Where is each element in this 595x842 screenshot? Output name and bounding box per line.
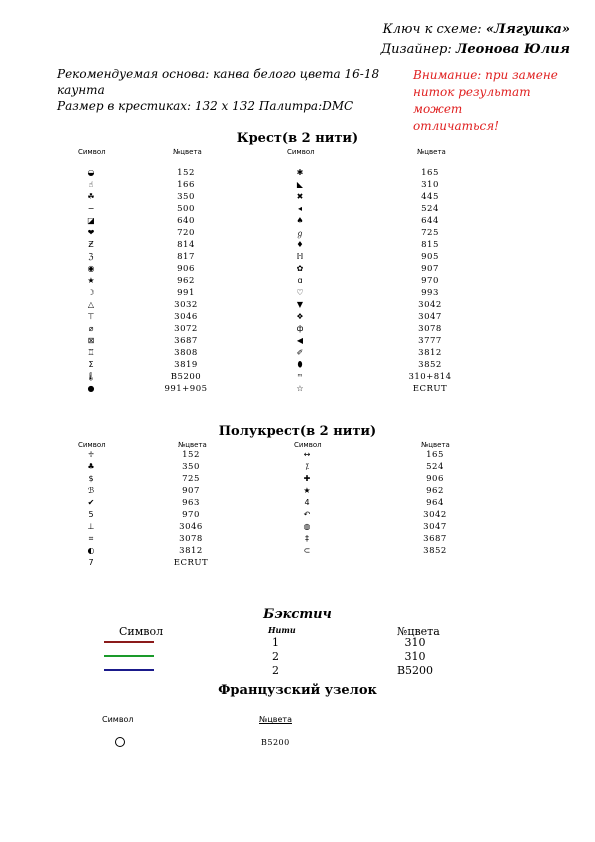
cross-symbol-left: ★ — [87, 276, 95, 285]
half-symbol-right: ⊂ — [303, 546, 311, 555]
key-label: Ключ к схеме: — [382, 22, 482, 37]
cross-color-number-left: 991 — [177, 288, 195, 298]
cross-color-number-left: 3808 — [174, 348, 198, 358]
half-color-number-left: 963 — [182, 498, 200, 508]
half-color-number-left: 3046 — [179, 522, 203, 532]
cross-symbol-right: ℍ — [296, 252, 304, 261]
cross-symbol-left: ❤ — [87, 228, 95, 237]
cross-symbol-right: ◂ — [297, 204, 302, 213]
half-color-number-right: 962 — [426, 486, 444, 496]
warning-line-3: отличаться! — [413, 119, 499, 133]
cross-symbol-left: ◒ — [87, 168, 95, 177]
cross-color-number-right: 3812 — [418, 348, 442, 358]
half-symbol-left: ⊥ — [87, 522, 95, 531]
cross-color-number-right: 905 — [421, 252, 439, 262]
canvas-info — [57, 66, 397, 114]
cross-color-number-left: 640 — [177, 216, 195, 226]
cross-symbol-right: ✖ — [296, 192, 304, 201]
cross-color-number-left: 3072 — [174, 324, 198, 334]
half-symbol-right: 4 — [304, 498, 310, 507]
cross-symbol-left: ☽ — [87, 288, 95, 297]
half-symbol-left: ✔ — [87, 498, 95, 507]
backstitch-threads: 2 — [272, 664, 279, 677]
info-line-3: Размер в крестиках: 132 х 132 Палитра:DMC — [57, 99, 354, 113]
cross-color-number-left: 962 — [177, 276, 195, 286]
backstitch-col-threads: Нити — [268, 625, 296, 635]
backstitch-table — [0, 638, 595, 683]
cross-symbol-left: ⵉ — [88, 360, 94, 369]
backstitch-title: Бэкстич — [263, 607, 332, 622]
french-knot-symbol — [115, 737, 125, 747]
cross-color-number-right: 815 — [421, 240, 439, 250]
cross-symbol-left: ◪ — [87, 216, 95, 225]
half-color-number-left: ECRUT — [173, 558, 209, 568]
cross-color-number-right: 310 — [421, 180, 439, 190]
cross-symbol-left: ☝ — [88, 180, 94, 189]
cross-symbol-left: 🌡 — [85, 372, 97, 381]
cross-symbol-left: ⌀ — [88, 324, 94, 333]
half-symbol-left: $ — [88, 474, 94, 483]
key-line — [383, 22, 570, 37]
cross-color-number-left: 3046 — [174, 312, 198, 322]
half-col-symbol-left: Символ — [78, 441, 106, 449]
cross-color-number-right: 3042 — [418, 300, 442, 310]
half-col-symbol-right: Символ — [294, 441, 322, 449]
backstitch-color-number: 310 — [404, 636, 426, 649]
cross-color-number-right: 445 — [421, 192, 439, 202]
warning-line-1: Внимание: при замене — [413, 68, 558, 82]
half-color-number-right: 524 — [426, 462, 444, 472]
cross-symbol-right: ▼ — [296, 300, 304, 309]
designer-label: Дизайнер: — [380, 42, 452, 57]
half-symbol-right: ⁒ — [305, 462, 309, 471]
half-color-number-right: 3047 — [423, 522, 447, 532]
cross-symbol-right: ♦ — [296, 240, 304, 249]
half-symbol-right: ‡ — [305, 534, 309, 543]
cross-col-symbol-right: Символ — [287, 148, 315, 156]
half-symbol-left: ◐ — [87, 546, 95, 555]
half-color-number-left: 3078 — [179, 534, 203, 544]
backstitch-threads: 2 — [272, 650, 279, 663]
cross-table — [0, 168, 595, 408]
half-color-number-left: 3812 — [179, 546, 203, 556]
french-title: Французский узелок — [218, 683, 377, 698]
cross-color-number-right: 3852 — [418, 360, 442, 370]
cross-symbol-right: ☆ — [296, 384, 304, 393]
french-col-color: №цвета — [259, 715, 292, 724]
french-col-symbol: Символ — [102, 715, 134, 724]
backstitch-col-color: №цвета — [397, 625, 440, 638]
half-symbol-left: ♱ — [87, 450, 95, 459]
cross-symbol-left: − — [87, 204, 95, 213]
warning-line-2: ниток результат может — [413, 85, 531, 116]
designer-line — [381, 42, 570, 57]
french-color-number: B5200 — [261, 738, 290, 747]
cross-color-number-left: 500 — [177, 204, 195, 214]
cross-color-number-right: 3777 — [418, 336, 442, 346]
backstitch-col-symbol: Символ — [119, 625, 164, 638]
half-color-number-right: 165 — [426, 450, 444, 460]
cross-symbol-right: ✱ — [296, 168, 304, 177]
info-line-1: Рекомендуемая основа: канва белого цвета 16-18 — [57, 67, 380, 81]
cross-col-color-right: №цвета — [417, 148, 446, 156]
warning-note — [413, 67, 583, 135]
half-symbol-left: 7 — [88, 558, 94, 567]
cross-color-number-left: 3687 — [174, 336, 198, 346]
cross-symbol-right: ◣ — [296, 180, 304, 189]
cross-color-number-left: 3032 — [174, 300, 198, 310]
cross-color-number-left: 991+905 — [164, 384, 208, 394]
backstitch-color-number: 310 — [404, 650, 426, 663]
half-color-number-left: 725 — [182, 474, 200, 484]
cross-symbol-left: ☘ — [87, 192, 95, 201]
half-symbol-right: ✚ — [303, 474, 311, 483]
cross-symbol-left: ⊠ — [87, 336, 95, 345]
cross-symbol-left: ♖ — [87, 348, 95, 357]
cross-color-number-right: 907 — [421, 264, 439, 274]
cross-color-number-right: 3078 — [418, 324, 442, 334]
half-col-color-right: №цвета — [421, 441, 450, 449]
cross-symbol-right: ✿ — [296, 264, 304, 273]
key-name: «Лягушка» — [485, 22, 570, 37]
half-title: Полукрест(в 2 нити) — [218, 424, 377, 439]
cross-color-number-left: 152 — [177, 168, 195, 178]
cross-color-number-right: 644 — [421, 216, 439, 226]
half-color-number-right: 3042 — [423, 510, 447, 520]
cross-color-number-right: 3047 — [418, 312, 442, 322]
cross-symbol-right: ◀ — [296, 336, 304, 345]
info-line-2: каунта — [57, 83, 105, 97]
designer-name: Леонова Юлия — [455, 42, 570, 57]
cross-symbol-right: ф — [296, 324, 304, 333]
half-color-number-right: 906 — [426, 474, 444, 484]
cross-color-number-left: B5200 — [170, 372, 202, 382]
half-color-number-left: 907 — [182, 486, 200, 496]
cross-color-number-left: 817 — [177, 252, 195, 262]
half-color-number-right: 964 — [426, 498, 444, 508]
cross-col-symbol-left: Символ — [78, 148, 106, 156]
cross-color-number-right: 970 — [421, 276, 439, 286]
half-color-number-left: 152 — [182, 450, 200, 460]
half-symbol-left: ♣ — [87, 462, 95, 471]
cross-symbol-right: ❖ — [296, 312, 304, 321]
cross-color-number-right: ECRUT — [412, 384, 448, 394]
cross-color-number-left: 3819 — [174, 360, 198, 370]
cross-symbol-right: ⬮ — [297, 360, 303, 369]
half-symbol-left: 5 — [88, 510, 94, 519]
cross-symbol-left: Ƶ — [88, 240, 94, 249]
half-color-number-left: 350 — [182, 462, 200, 472]
backstitch-color-number: B5200 — [396, 664, 434, 677]
cross-color-number-left: 814 — [177, 240, 195, 250]
half-symbol-right: ◍ — [303, 522, 311, 531]
cross-col-color-left: №цвета — [173, 148, 202, 156]
half-symbol-left: ⌗ — [88, 534, 94, 543]
cross-symbol-left: △ — [87, 300, 95, 309]
cross-symbol-right: ɑ — [297, 276, 303, 285]
cross-symbol-right: ᵐ — [297, 372, 303, 381]
half-symbol-left: ℬ — [87, 486, 95, 495]
backstitch-line — [104, 641, 154, 643]
backstitch-line — [104, 655, 154, 657]
cross-color-number-left: 350 — [177, 192, 195, 202]
cross-symbol-right: ✐ — [296, 348, 304, 357]
cross-color-number-right: 993 — [421, 288, 439, 298]
half-symbol-right: ↔ — [303, 450, 311, 459]
cross-symbol-left: ◉ — [87, 264, 95, 273]
cross-symbol-right: ♡ — [296, 288, 304, 297]
cross-symbol-right: ♠ — [296, 216, 304, 225]
cross-symbol-left: ⊤ — [87, 312, 95, 321]
cross-color-number-left: 166 — [177, 180, 195, 190]
backstitch-threads: 1 — [272, 636, 279, 649]
cross-symbol-left: ℨ — [88, 252, 94, 261]
half-table — [0, 450, 595, 580]
cross-color-number-right: 165 — [421, 168, 439, 178]
cross-color-number-left: 720 — [177, 228, 195, 238]
half-col-color-left: №цвета — [178, 441, 207, 449]
cross-color-number-right: 725 — [421, 228, 439, 238]
cross-symbol-right: ℊ — [296, 229, 304, 238]
cross-color-number-right: 310+814 — [408, 372, 452, 382]
half-color-number-left: 970 — [182, 510, 200, 520]
half-color-number-right: 3687 — [423, 534, 447, 544]
half-symbol-right: ↶ — [303, 510, 311, 519]
cross-color-number-left: 906 — [177, 264, 195, 274]
cross-color-number-right: 524 — [421, 204, 439, 214]
half-symbol-right: ★ — [303, 486, 311, 495]
half-color-number-right: 3852 — [423, 546, 447, 556]
backstitch-line — [104, 669, 154, 671]
cross-symbol-left: ● — [87, 384, 95, 393]
cross-title: Крест(в 2 нити) — [236, 131, 359, 146]
